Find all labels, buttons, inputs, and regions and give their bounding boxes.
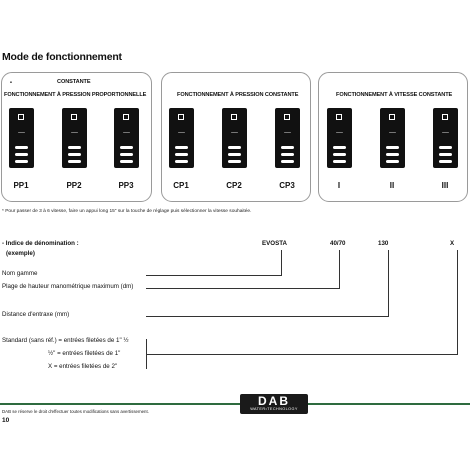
code-part-distance: 130 — [378, 240, 389, 247]
connector-thread-v — [457, 250, 458, 355]
level-bar — [175, 153, 188, 156]
code-part-head: 40/70 — [330, 240, 346, 247]
connector-evosta-h — [146, 275, 282, 276]
level-bar — [439, 153, 452, 156]
level-bar — [281, 146, 294, 149]
group-header: FONCTIONNEMENT À VITESSE CONSTANTE — [336, 92, 453, 98]
standard-line-1: Standard (sans réf.) = entrées filetées de 1" ½ — [2, 337, 129, 344]
mode-panel — [380, 108, 405, 168]
group-header-top: CONSTANTE — [57, 79, 91, 85]
indicator-mark — [336, 132, 343, 133]
label-distance-entraxe: Distance d'entraxe (mm) — [2, 311, 70, 318]
connector-evosta-v — [281, 250, 282, 276]
level-bar — [175, 160, 188, 163]
label-plage-hauteur: Plage de hauteur manométrique maximum (dm) — [2, 283, 134, 290]
level-bar — [175, 146, 188, 149]
pump-mode-icon — [18, 114, 24, 120]
indicator-mark — [442, 132, 449, 133]
pump-mode-icon — [336, 114, 342, 120]
dab-logo-sub: WATER•TECHNOLOGY — [250, 407, 298, 411]
level-bar — [228, 160, 241, 163]
connector-thread-h — [146, 354, 458, 355]
indicator-mark — [389, 132, 396, 133]
constant-bullet: • — [10, 80, 12, 86]
mode-panel — [222, 108, 247, 168]
pump-mode-icon — [123, 114, 129, 120]
mode-label: PP3 — [118, 181, 134, 190]
mode-label: II — [389, 181, 395, 190]
footnote: * Pour passer de 3 à 6 vitesse, faire un appui long 15" sur la touche de réglage puis sélectionner la vitesse souhaitée. — [2, 209, 252, 214]
mode-panel — [433, 108, 458, 168]
code-part-thread: X — [450, 240, 455, 247]
indicator-mark — [18, 132, 25, 133]
mode-label: CP2 — [226, 181, 242, 190]
mode-panel — [62, 108, 87, 168]
level-bar — [386, 146, 399, 149]
dab-logo-text: DAB — [258, 394, 290, 408]
pump-mode-icon — [389, 114, 395, 120]
mode-panel — [114, 108, 139, 168]
level-bar — [120, 146, 133, 149]
connector-head-v — [339, 250, 340, 289]
pump-mode-icon — [231, 114, 237, 120]
label-nom-gamme: Nom gamme — [2, 270, 38, 277]
dab-logo — [240, 394, 308, 414]
level-bar — [386, 153, 399, 156]
pump-mode-icon — [71, 114, 77, 120]
mode-label: PP1 — [13, 181, 29, 190]
indicator-mark — [71, 132, 78, 133]
indicator-mark — [284, 132, 291, 133]
mode-label: III — [441, 181, 449, 190]
indicator-mark — [231, 132, 238, 133]
level-bar — [228, 146, 241, 149]
pump-mode-icon — [178, 114, 184, 120]
level-bar — [439, 146, 452, 149]
footer-disclaimer: DAB se réserve le droit d'effectuer toutes modifications sans avertissement. — [2, 409, 149, 414]
mode-label: CP1 — [173, 181, 189, 190]
level-bar — [120, 153, 133, 156]
indicator-mark — [178, 132, 185, 133]
group-header: FONCTIONNEMENT À PRESSION CONSTANTE — [177, 92, 299, 98]
mode-label: I — [337, 181, 341, 190]
standard-line-2: ½" = entrées filetées de 1" — [48, 350, 121, 357]
denomination-heading: - Indice de dénomination : — [2, 240, 79, 247]
mode-panel — [327, 108, 352, 168]
level-bar — [439, 160, 452, 163]
level-bar — [15, 160, 28, 163]
group-header: FONCTIONNEMENT À PRESSION PROPORTIONNELLE — [4, 92, 147, 98]
connector-distance-v — [388, 250, 389, 317]
level-bar — [68, 160, 81, 163]
mode-panel — [169, 108, 194, 168]
level-bar — [228, 153, 241, 156]
level-bar — [333, 160, 346, 163]
standard-line-3: X = entrées filetées de 2" — [48, 363, 118, 370]
mode-panel — [275, 108, 300, 168]
page-title: Mode de fonctionnement — [2, 51, 122, 63]
level-bar — [15, 153, 28, 156]
pump-mode-icon — [284, 114, 290, 120]
pump-mode-icon — [442, 114, 448, 120]
footer-rule — [0, 403, 470, 405]
connector-head-h — [146, 288, 340, 289]
level-bar — [281, 153, 294, 156]
level-bar — [68, 153, 81, 156]
level-bar — [15, 146, 28, 149]
denomination-subheading: (exemple) — [6, 250, 35, 257]
mode-panel — [9, 108, 34, 168]
mode-label: CP3 — [279, 181, 295, 190]
level-bar — [281, 160, 294, 163]
page-number: 10 — [2, 417, 10, 424]
code-part-evosta: EVOSTA — [262, 240, 287, 247]
level-bar — [68, 146, 81, 149]
connector-distance-h — [146, 316, 389, 317]
indicator-mark — [123, 132, 130, 133]
level-bar — [386, 160, 399, 163]
level-bar — [120, 160, 133, 163]
level-bar — [333, 153, 346, 156]
level-bar — [333, 146, 346, 149]
mode-label: PP2 — [66, 181, 82, 190]
